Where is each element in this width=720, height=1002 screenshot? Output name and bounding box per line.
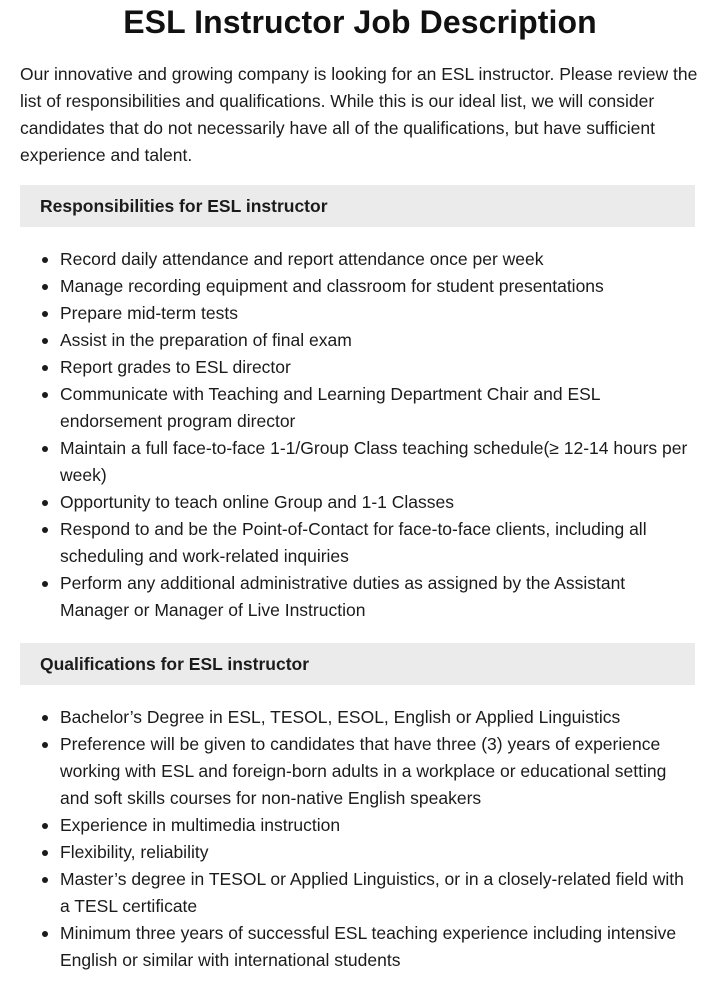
list-item xyxy=(20,300,695,327)
list-item xyxy=(20,839,695,866)
bullet-icon xyxy=(42,311,48,317)
bullet-icon xyxy=(42,338,48,344)
list-item-text: Opportunity to teach online Group and 1-1 Classes xyxy=(60,492,454,512)
list-item xyxy=(20,920,695,974)
bullet-icon xyxy=(42,931,48,937)
list-item xyxy=(20,812,695,839)
list-item xyxy=(20,516,695,570)
list-item-text: Bachelor’s Degree in ESL, TESOL, ESOL, English or Applied Linguistics xyxy=(60,707,621,727)
list-item xyxy=(20,570,695,624)
bullet-icon xyxy=(42,742,48,748)
page-title: ESL Instructor Job Description xyxy=(123,4,597,40)
list-item-text: Master’s degree in TESOL or Applied Linguistics, or in a closely-related field with a TESL certificate xyxy=(60,869,684,916)
list-item-text: Experience in multimedia instruction xyxy=(60,815,341,835)
list-item xyxy=(20,381,695,435)
list-item-text: Record daily attendance and report attendance once per week xyxy=(60,249,544,269)
bullet-icon xyxy=(42,500,48,506)
list-item-text: Maintain a full face-to-face 1-1/Group Class teaching schedule(≥ 12-14 hours per week) xyxy=(60,438,688,485)
bullet-icon xyxy=(42,581,48,587)
list-item xyxy=(20,246,695,273)
bullet-icon xyxy=(42,715,48,721)
list-item-text: Minimum three years of successful ESL teaching experience including intensive English or similar with international students xyxy=(60,923,677,970)
bullet-icon xyxy=(42,850,48,856)
list-item-text: Prepare mid-term tests xyxy=(60,303,238,323)
list-item-text: Assist in the preparation of final exam xyxy=(60,330,352,350)
list-item-text: Perform any additional administrative duties as assigned by the Assistant Manager or Manager of Live Instruction xyxy=(60,573,626,620)
responsibilities-heading: Responsibilities for ESL instructor xyxy=(20,185,695,227)
list-item xyxy=(20,866,695,920)
bullet-icon xyxy=(42,284,48,290)
list-item-text: Preference will be given to candidates that have three (3) years of experience working with ESL and foreign-born adults in a workplace or educational setting and soft skills courses for non-native English speakers xyxy=(60,734,667,808)
list-item xyxy=(20,435,695,489)
list-item-text: Report grades to ESL director xyxy=(60,357,291,377)
list-item xyxy=(20,327,695,354)
bullet-icon xyxy=(42,257,48,263)
list-item-text: Flexibility, reliability xyxy=(60,842,209,862)
bullet-icon xyxy=(42,823,48,829)
bullet-icon xyxy=(42,877,48,883)
list-item xyxy=(20,731,695,812)
list-item xyxy=(20,354,695,381)
qualifications-heading: Qualifications for ESL instructor xyxy=(20,643,695,685)
list-item-text: Respond to and be the Point-of-Contact for face-to-face clients, including all scheduling and work-related inquiries xyxy=(60,519,647,566)
intro-paragraph: Our innovative and growing company is looking for an ESL instructor. Please review the list of responsibilities and qualifications. While this is our ideal list, we will consider candidates that do not necessarily have all of the qualifications, but have sufficient experience and talent. xyxy=(20,64,698,165)
list-item xyxy=(20,704,695,731)
list-item-text: Manage recording equipment and classroom for student presentations xyxy=(60,276,604,296)
bullet-icon xyxy=(42,527,48,533)
list-item-text: Communicate with Teaching and Learning Department Chair and ESL endorsement program director xyxy=(60,384,600,431)
list-item xyxy=(20,273,695,300)
qualifications-list xyxy=(20,704,695,974)
list-item xyxy=(20,489,695,516)
responsibilities-list xyxy=(20,246,695,624)
bullet-icon xyxy=(42,392,48,398)
bullet-icon xyxy=(42,365,48,371)
bullet-icon xyxy=(42,446,48,452)
